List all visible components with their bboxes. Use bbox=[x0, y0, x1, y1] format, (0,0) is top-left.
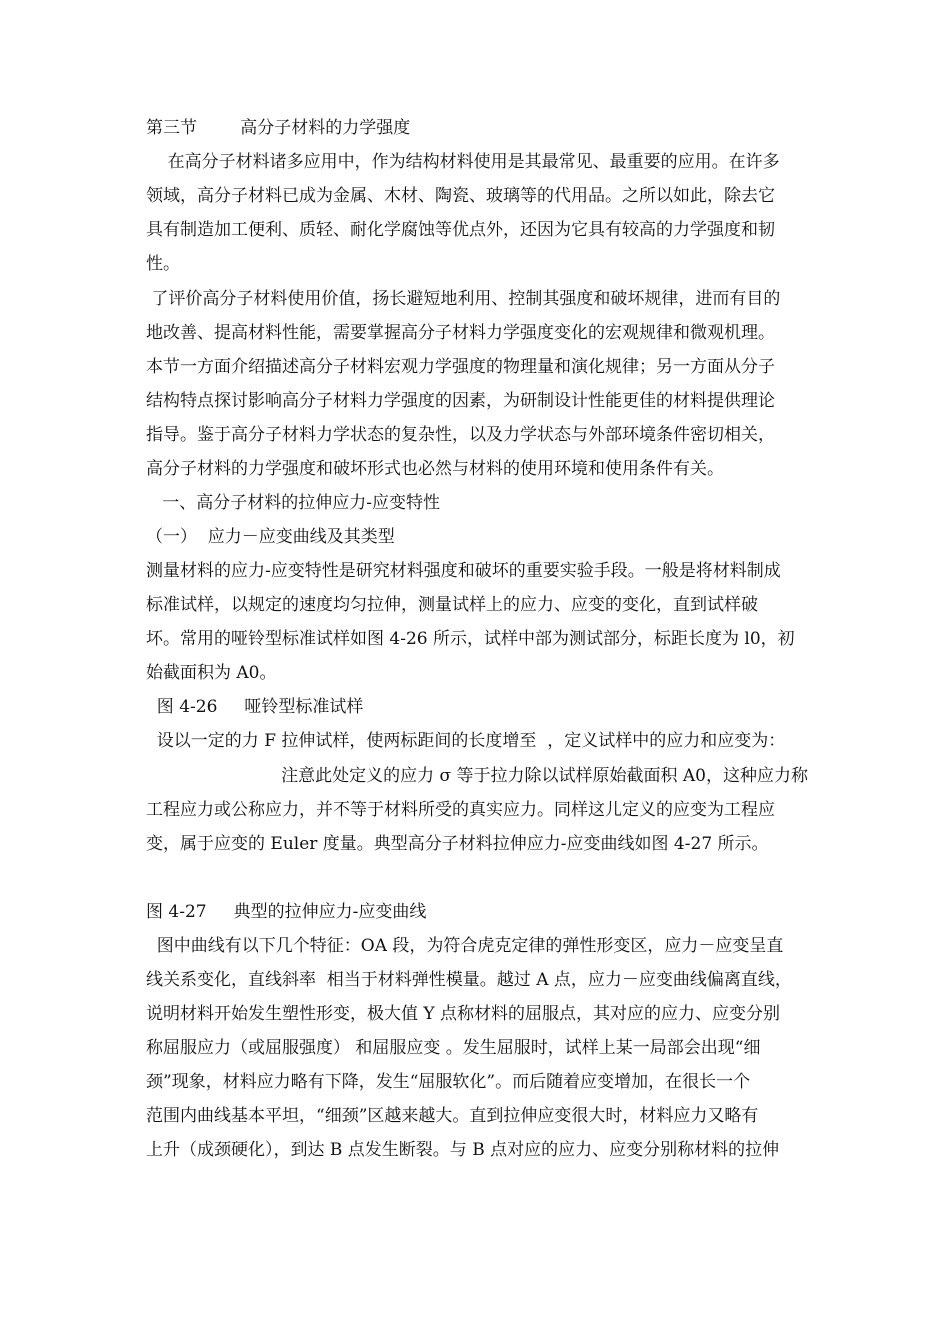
text-line: 标准试样，以规定的速度均匀拉伸，测量试样上的应力、应变的变化，直到试样破 bbox=[146, 595, 758, 615]
text-line: 说明材料开始发生塑性形变，极大值 Y 点称材料的屈服点，其对应的应力、应变分别 bbox=[146, 1004, 781, 1024]
text-line: 始截面积为 A0。 bbox=[146, 663, 277, 683]
text-line: 上升（成颈硬化），到达 B 点发生断裂。与 B 点对应的应力、应变分别称材料的拉伸 bbox=[146, 1140, 780, 1160]
text-line: 设以一定的力 F 拉伸试样，使两标距间的长度增至 ，定义试样中的应力和应变为： bbox=[146, 731, 786, 751]
subsection-heading: 一、高分子材料的拉伸应力-应变特性 bbox=[146, 493, 440, 513]
text-line: 领域，高分子材料已成为金属、木材、陶瓷、玻璃等的代用品。之所以如此，除去它 bbox=[146, 186, 775, 206]
section-heading: 第三节 高分子材料的力学强度 bbox=[146, 118, 411, 138]
text-line: 具有制造加工便利、质轻、耐化学腐蚀等优点外，还因为它具有较高的力学强度和韧 bbox=[146, 220, 775, 240]
text-line: 在高分子材料诸多应用中，作为结构材料使用是其最常见、最重要的应用。在许多 bbox=[146, 152, 780, 172]
text-line: 高分子材料的力学强度和破坏形式也必然与材料的使用环境和使用条件有关。 bbox=[146, 459, 724, 479]
text-line: 本节一方面介绍描述高分子材料宏观力学强度的物理量和演化规律；另一方面从分子 bbox=[146, 357, 775, 377]
text-line: 测量材料的应力-应变特性是研究材料强度和破坏的重要实验手段。一般是将材料制成 bbox=[146, 561, 781, 581]
text-line: 注意此处定义的应力 σ 等于拉力除以试样原始截面积 A0，这种应力称 bbox=[146, 766, 809, 786]
text-line: 了评价高分子材料使用价值，扬长避短地利用、控制其强度和破坏规律，进而有目的 bbox=[146, 289, 781, 309]
text-line: 性。 bbox=[146, 254, 180, 274]
text-line: 称屈服应力（或屈服强度） 和屈服应变 。发生屈服时，试样上某一局部会出现“细 bbox=[146, 1038, 761, 1058]
text-line: 指导。鉴于高分子材料力学状态的复杂性，以及力学状态与外部环境条件密切相关， bbox=[146, 425, 775, 445]
text-line: 坏。常用的哑铃型标准试样如图 4-26 所示，试样中部为测试部分，标距长度为 l0，初 bbox=[146, 629, 795, 649]
text-line: 结构特点探讨影响高分子材料力学强度的因素，为研制设计性能更佳的材料提供理论 bbox=[146, 391, 775, 411]
text-line: 线关系变化，直线斜率 相当于材料弹性模量。越过 A 点，应力－应变曲线偏离直线， bbox=[146, 970, 792, 990]
text-line: 范围内曲线基本平坦，“细颈”区越来越大。直到拉伸应变很大时，材料应力又略有 bbox=[146, 1106, 759, 1126]
text-line: 颈”现象，材料应力略有下降，发生“屈服软化”。而后随着应变增加，在很长一个 bbox=[146, 1072, 751, 1092]
subsection-heading: （一） 应力－应变曲线及其类型 bbox=[146, 527, 395, 547]
text-line: 工程应力或公称应力，并不等于材料所受的真实应力。同样这儿定义的应变为工程应 bbox=[146, 800, 775, 820]
text-line: 变，属于应变的 Euler 度量。典型高分子材料拉伸应力-应变曲线如图 4-27 所示。 bbox=[146, 834, 769, 854]
figure-caption: 图 4-27 典型的拉伸应力-应变曲线 bbox=[146, 902, 427, 922]
text-line: 地改善、提高材料性能，需要掌握高分子材料力学强度变化的宏观规律和微观机理。 bbox=[146, 323, 775, 343]
figure-caption: 图 4-26 哑铃型标准试样 bbox=[146, 697, 364, 717]
text-line: 图中曲线有以下几个特征：OA 段，为符合虎克定律的弹性形变区，应力－应变呈直 bbox=[146, 936, 784, 956]
